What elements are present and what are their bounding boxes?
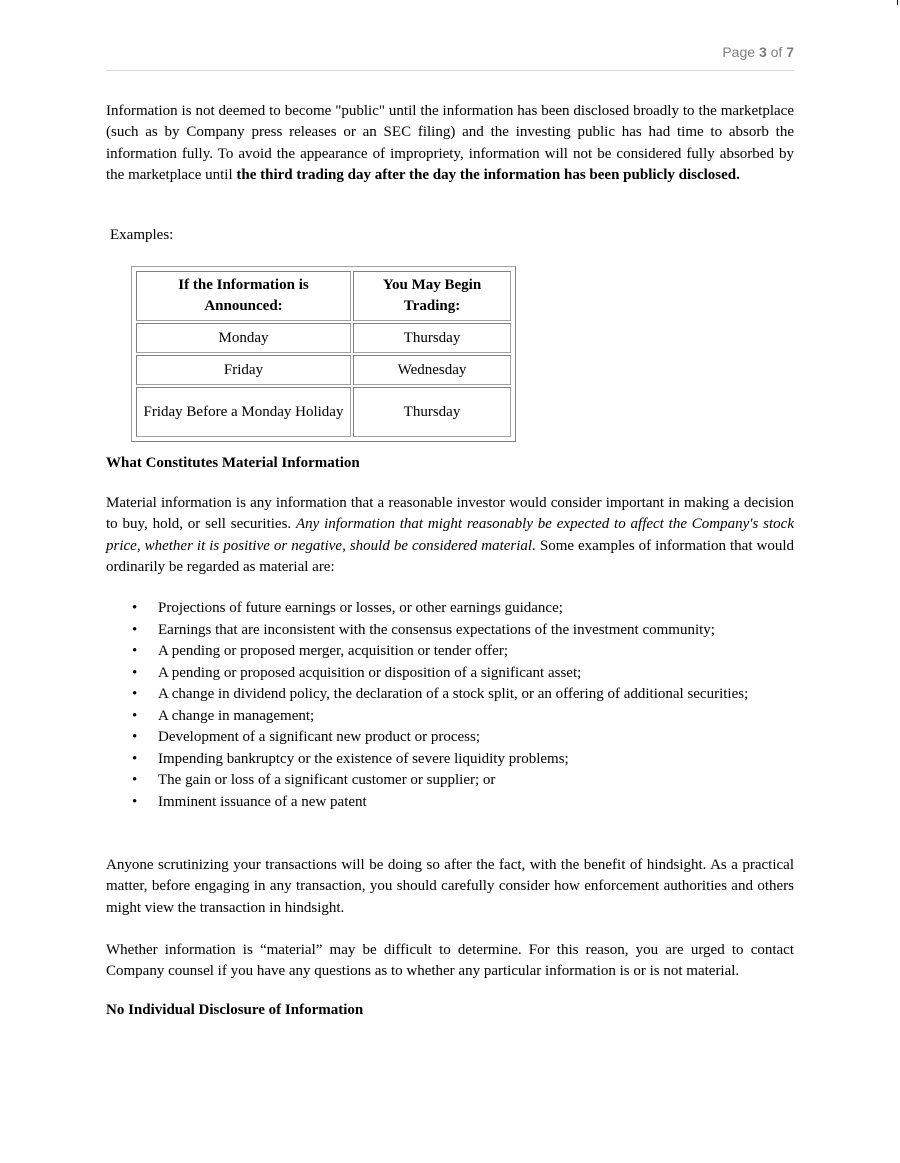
bullet-icon: • xyxy=(132,707,138,724)
list-item: • A pending or proposed merger, acquisition or tender offer; xyxy=(106,641,794,663)
bullet-icon: • xyxy=(132,729,138,745)
material-paragraph: Material information is any information that a reasonable investor would consider important in making a decision to buy, hold, or sell securities. Any information that might reasonably be expected to affect the Company's stock price, whether it is positive or negative, should be considered material. Some examples of information that would ordinarily be regarded as material are: xyxy=(106,495,794,575)
bullet-icon: • xyxy=(132,793,138,810)
column-header: You May Begin Trading: xyxy=(353,271,511,321)
bullet-icon: • xyxy=(132,750,138,767)
list-item: • Earnings that are inconsistent with the consensus expectations of the investment community; xyxy=(106,620,794,642)
table-row xyxy=(136,323,511,353)
list-item: • Projections of future earnings or losses, or other earnings guidance; xyxy=(106,598,794,620)
bullet-icon: • xyxy=(132,600,138,616)
list-item: • Development of a significant new product or process; xyxy=(106,727,794,749)
section-heading: What Constitutes Material Information xyxy=(106,455,360,471)
counsel-paragraph: Whether information is “material” may be difficult to determine. For this reason, you are urged to contact Company counsel if you have any questions as to whether any particular information is or is not material. xyxy=(106,942,794,980)
table-cell: Monday xyxy=(136,323,351,353)
list-item: • Imminent issuance of a new patent xyxy=(106,792,794,814)
intro-paragraph: Information is not deemed to become "public" until the information has been disclosed broadly to the marketplace (such as by Company press releases or an SEC filing) and the investing public has had time to absorb the information fully. To avoid the appearance of impropriety, information will not be considered fully absorbed by the marketplace until the third trading day after the day the information has been publicly disclosed. xyxy=(106,103,794,183)
hindsight-paragraph: Anyone scrutinizing your transactions will be doing so after the fact, with the benefit of hindsight. As a practical matter, before engaging in any transaction, you should carefully consider how enforcement authorities and others might view the transaction in hindsight. xyxy=(106,857,794,916)
examples-label: Examples: xyxy=(110,227,174,243)
bullet-icon: • xyxy=(132,643,138,659)
list-item: • A pending or proposed acquisition or disposition of a significant asset; xyxy=(106,663,794,685)
corner-mark xyxy=(897,0,898,5)
column-header: If the Information is Announced: xyxy=(136,271,351,321)
trading-schedule-table xyxy=(131,266,516,442)
table-cell: Thursday xyxy=(353,387,511,437)
page-header xyxy=(106,44,794,71)
table-header-row xyxy=(136,271,511,321)
list-item: • Impending bankruptcy or the existence of severe liquidity problems; xyxy=(106,749,794,771)
bullet-icon: • xyxy=(132,621,138,638)
list-item: • The gain or loss of a significant customer or supplier; or xyxy=(106,770,794,792)
page-number: Page 3 of 7 xyxy=(722,44,794,60)
table-cell: Friday Before a Monday Holiday xyxy=(136,387,351,437)
table-row xyxy=(136,355,511,385)
section-heading: No Individual Disclosure of Information xyxy=(106,1002,364,1018)
table-cell: Wednesday xyxy=(353,355,511,385)
bullet-icon: • xyxy=(132,686,138,702)
table-row xyxy=(136,387,511,437)
bullet-icon: • xyxy=(132,664,138,681)
material-examples-list xyxy=(106,598,794,813)
list-item: • A change in dividend policy, the declaration of a stock split, or an offering of additional securities; xyxy=(106,684,794,706)
bullet-icon: • xyxy=(132,772,138,788)
table-cell: Friday xyxy=(136,355,351,385)
table-cell: Thursday xyxy=(353,323,511,353)
list-item: • A change in management; xyxy=(106,706,794,728)
